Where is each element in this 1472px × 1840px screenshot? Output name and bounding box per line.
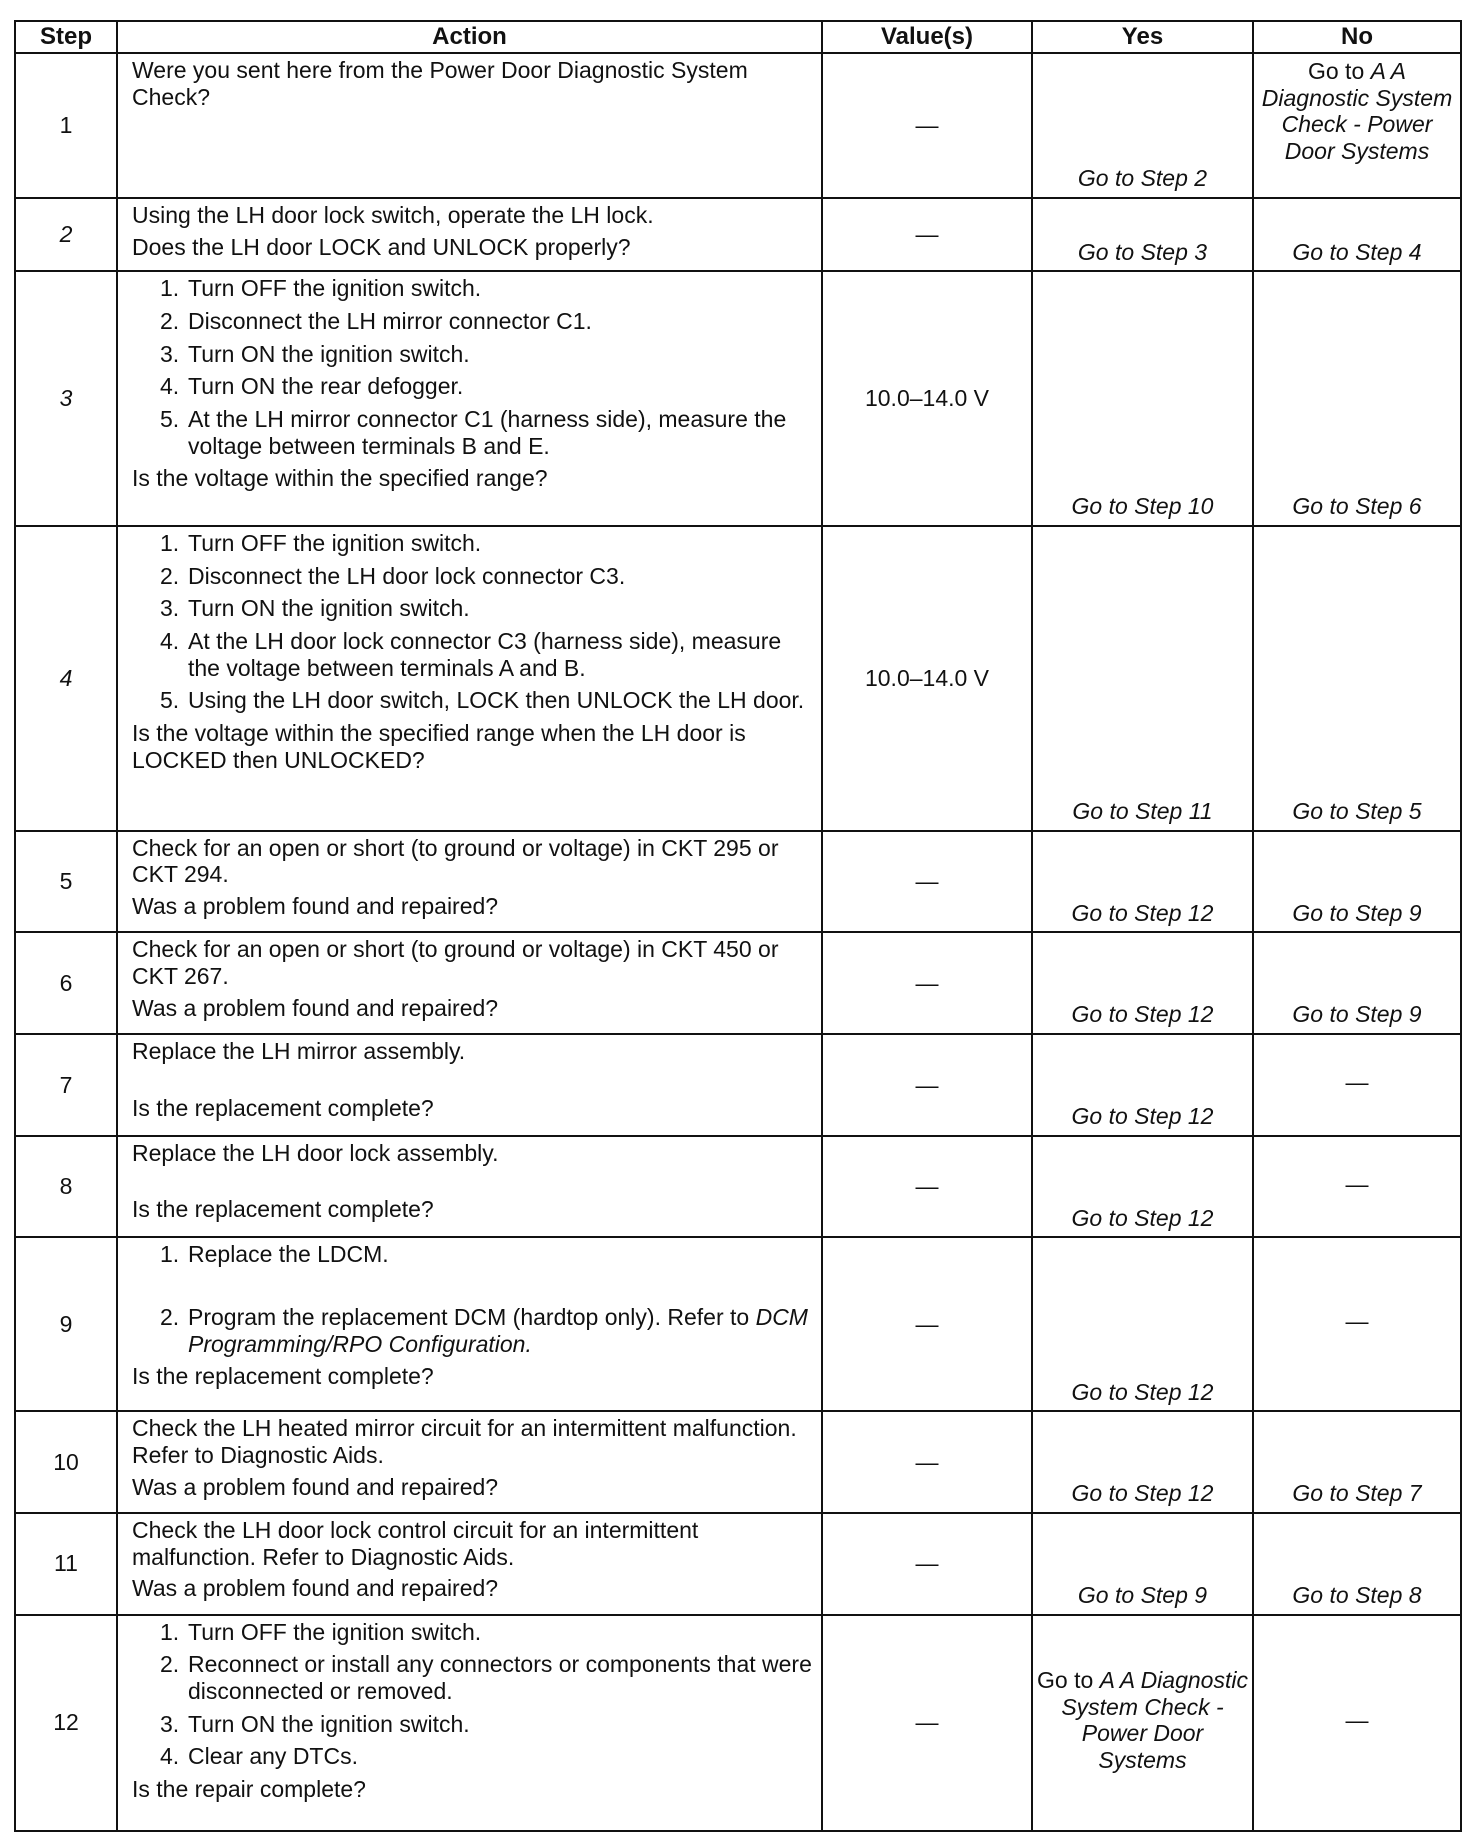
- yes-cell: Go to Step 11: [1032, 526, 1253, 831]
- procedure-step: 2. Reconnect or install any connectors or components that were disconnected or removed.: [160, 1651, 812, 1704]
- no-cell: Go to Step 7: [1253, 1411, 1461, 1513]
- yes-cell: Go to Step 12: [1032, 1237, 1253, 1411]
- value-cell: —: [822, 1237, 1032, 1411]
- procedure-step: 1. Replace the LDCM.: [160, 1241, 389, 1268]
- no-cell: Go to Step 5: [1253, 526, 1461, 831]
- step-number: 5: [15, 831, 117, 933]
- action-question: Is the voltage within the specified range when the LH door is LOCKED then UNLOCKED?: [132, 719, 746, 773]
- table-row: [15, 1411, 1461, 1513]
- value-cell: —: [822, 1615, 1032, 1831]
- action-text: Check for an open or short (to ground or voltage) in CKT 295 or CKT 294.: [132, 834, 779, 888]
- procedure-step: 2. Disconnect the LH mirror connector C1.: [160, 308, 592, 335]
- value-dash: —: [915, 221, 939, 248]
- value-cell: —: [822, 1136, 1032, 1238]
- procedure-step: 1. Turn OFF the ignition switch.: [160, 529, 482, 556]
- yes-cell: Go to Step 9: [1032, 1513, 1253, 1615]
- value-cell: [822, 198, 1032, 271]
- step-number: 12: [15, 1615, 117, 1831]
- action-question: Is the repair complete?: [132, 1775, 366, 1802]
- action-question: Was a problem found and repaired?: [132, 994, 499, 1021]
- no-cell: Go to Step 4: [1253, 198, 1461, 271]
- step-number: 10: [15, 1411, 117, 1513]
- header-no: No: [1253, 21, 1461, 53]
- no-cell: —: [1253, 1136, 1461, 1238]
- action-cell: [117, 1136, 822, 1238]
- no-goto-ref: A A Diagnostic System Check - Power Door Systems: [1261, 58, 1453, 165]
- no-cell: Go to Step 6: [1253, 271, 1461, 526]
- value-cell: —: [822, 1513, 1032, 1615]
- step-number: 2: [15, 198, 117, 271]
- action-text: Using the LH door lock switch, operate the LH lock.: [132, 201, 654, 228]
- procedure-list: [132, 275, 813, 459]
- procedure-step: 3. Turn ON the ignition switch.: [160, 1710, 470, 1737]
- table-row: [15, 1136, 1461, 1238]
- value-cell: 10.0–14.0 V: [822, 271, 1032, 526]
- yes-cell: Go to Step 10: [1032, 271, 1253, 526]
- table-row: [15, 831, 1461, 933]
- header-row: [15, 21, 1461, 53]
- no-cell: [1253, 53, 1461, 198]
- action-question: Was a problem found and repaired?: [132, 1575, 499, 1602]
- step-number: 6: [15, 932, 117, 1034]
- no-cell: Go to Step 9: [1253, 932, 1461, 1034]
- step-number: 11: [15, 1513, 117, 1615]
- step-number: 4: [15, 526, 117, 831]
- action-text: Replace the LH door lock assembly.: [132, 1139, 499, 1166]
- table-row: [15, 526, 1461, 831]
- header-values: Value(s): [822, 21, 1032, 53]
- value-cell: —: [822, 932, 1032, 1034]
- value-dash: —: [915, 112, 939, 139]
- table-row: [15, 271, 1461, 526]
- value-cell: [822, 53, 1032, 198]
- procedure-list: [132, 530, 813, 714]
- action-question: Is the voltage within the specified range?: [132, 465, 548, 492]
- yes-goto-prefix: Go to: [1037, 1666, 1094, 1693]
- procedure-step: 5. Using the LH door switch, LOCK then UNLOCK the LH door.: [160, 687, 805, 714]
- no-cell: Go to Step 9: [1253, 831, 1461, 933]
- table-row: [15, 1615, 1461, 1831]
- action-cell: [117, 1615, 822, 1831]
- action-cell: [117, 932, 822, 1034]
- no-cell: Go to Step 8: [1253, 1513, 1461, 1615]
- action-question: Does the LH door LOCK and UNLOCK properly?: [132, 233, 631, 260]
- action-cell: [117, 53, 822, 198]
- action-cell: [117, 1513, 822, 1615]
- value-cell: —: [822, 1411, 1032, 1513]
- step-number: 3: [15, 271, 117, 526]
- yes-cell: Go to Step 2: [1032, 53, 1253, 198]
- value-cell: —: [822, 1034, 1032, 1136]
- header-action: Action: [117, 21, 822, 53]
- table-row: [15, 198, 1461, 271]
- action-cell: [117, 1237, 822, 1411]
- procedure-step: 3. Turn ON the ignition switch.: [160, 595, 470, 622]
- procedure-step: 2. Program the replacement DCM (hardtop only). Refer to DCM Programming/RPO Configuration.: [160, 1303, 808, 1357]
- procedure-list: [132, 1241, 813, 1357]
- value-cell: —: [822, 831, 1032, 933]
- action-question: Was a problem found and repaired?: [132, 1473, 499, 1500]
- header-step: Step: [15, 21, 117, 53]
- action-text: Check for an open or short (to ground or voltage) in CKT 450 or CKT 267.: [132, 936, 779, 990]
- action-text: Were you sent here from the Power Door Diagnostic System Check?: [132, 57, 748, 110]
- yes-cell: [1032, 1615, 1253, 1831]
- no-goto-prefix: Go to: [1307, 58, 1365, 84]
- no-cell: —: [1253, 1615, 1461, 1831]
- reference-link: DCM Programming/RPO Configuration.: [188, 1303, 808, 1357]
- action-cell: [117, 831, 822, 933]
- table-row: [15, 1034, 1461, 1136]
- action-question: Is the replacement complete?: [132, 1196, 434, 1223]
- table-row: [15, 932, 1461, 1034]
- step-number: 8: [15, 1136, 117, 1238]
- procedure-step: 4. Clear any DTCs.: [160, 1743, 358, 1770]
- no-cell: —: [1253, 1034, 1461, 1136]
- table-row: [15, 1513, 1461, 1615]
- yes-cell: Go to Step 3: [1032, 198, 1253, 271]
- action-question: Is the replacement complete?: [132, 1094, 434, 1121]
- table-row: [15, 1237, 1461, 1411]
- action-cell: [117, 526, 822, 831]
- procedure-step: 1. Turn OFF the ignition switch.: [160, 275, 482, 302]
- step-number: 7: [15, 1034, 117, 1136]
- action-text: Replace the LH mirror assembly.: [132, 1038, 466, 1065]
- yes-cell: Go to Step 12: [1032, 932, 1253, 1034]
- yes-cell: Go to Step 12: [1032, 831, 1253, 933]
- procedure-step: 5. At the LH mirror connector C1 (harness side), measure the voltage between terminals B and E.: [160, 406, 787, 459]
- header-yes: Yes: [1032, 21, 1253, 53]
- yes-goto-ref: A A Diagnostic System Check - Power Door Systems: [1061, 1666, 1248, 1773]
- procedure-list: [132, 1619, 813, 1770]
- yes-cell: Go to Step 12: [1032, 1411, 1253, 1513]
- action-text: Check the LH heated mirror circuit for an intermittent malfunction. Refer to Diagnostic Aids.: [132, 1415, 797, 1469]
- procedure-step: 2. Disconnect the LH door lock connector C3.: [160, 562, 626, 589]
- diagnostic-table: [14, 20, 1462, 1832]
- value-cell: 10.0–14.0 V: [822, 526, 1032, 831]
- yes-cell: Go to Step 12: [1032, 1034, 1253, 1136]
- no-cell: —: [1253, 1237, 1461, 1411]
- yes-cell: Go to Step 12: [1032, 1136, 1253, 1238]
- action-cell: [117, 271, 822, 526]
- procedure-step: 3. Turn ON the ignition switch.: [160, 340, 470, 367]
- procedure-step: 4. At the LH door lock connector C3 (harness side), measure the voltage between terminals A and B.: [160, 627, 782, 681]
- action-cell: [117, 198, 822, 271]
- procedure-step: 1. Turn OFF the ignition switch.: [160, 1618, 482, 1645]
- action-text: Check the LH door lock control circuit for an intermittent malfunction. Refer to Diagnostic Aids.: [132, 1516, 699, 1570]
- step-number: 9: [15, 1237, 117, 1411]
- procedure-step: 4. Turn ON the rear defogger.: [160, 373, 464, 400]
- action-cell: [117, 1411, 822, 1513]
- action-question: Was a problem found and repaired?: [132, 893, 499, 920]
- step-number: 1: [15, 53, 117, 198]
- table-row: [15, 53, 1461, 198]
- action-cell: [117, 1034, 822, 1136]
- action-question: Is the replacement complete?: [132, 1363, 434, 1390]
